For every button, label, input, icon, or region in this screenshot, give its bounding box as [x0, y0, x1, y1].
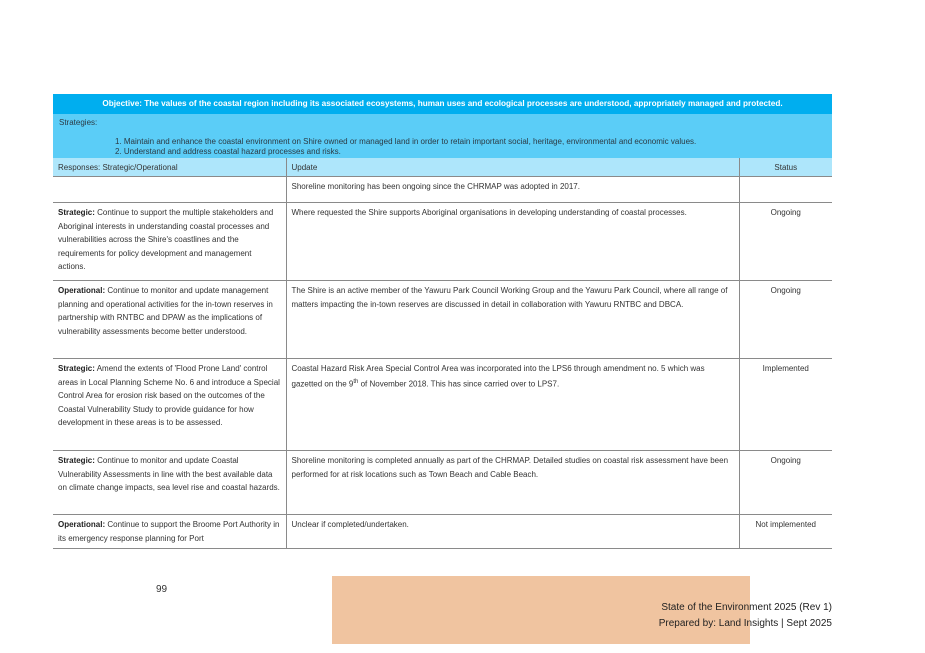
responses-table [53, 158, 832, 549]
response-type: Operational: [58, 520, 106, 529]
status-cell: Ongoing [739, 203, 832, 281]
response-type: Strategic: [58, 456, 95, 465]
strategies-block [53, 114, 832, 158]
response-type: Strategic: [58, 364, 95, 373]
response-cell [53, 177, 286, 203]
status-cell: Ongoing [739, 451, 832, 515]
update-cell: Shoreline monitoring has been ongoing since the CHRMAP was adopted in 2017. [286, 177, 739, 203]
response-cell [53, 451, 286, 515]
table-row [53, 359, 832, 451]
response-type: Strategic: [58, 208, 95, 217]
status-cell: Implemented [739, 359, 832, 451]
update-text: Coastal Hazard Risk Area Special Control Area was incorporated into the LPS6 through amendment no. 5 which was gazetted on the 9 [291, 364, 705, 389]
coastal-objective-table [53, 94, 832, 549]
strategy-item-1: 1. Maintain and enhance the coastal environment on Shire owned or managed land in order to retain important social, heritage, environmental and economic values. [115, 137, 697, 146]
footer-report-title: State of the Environment 2025 (Rev 1) [661, 602, 832, 613]
table-row [53, 451, 832, 515]
response-cell [53, 359, 286, 451]
footer [659, 600, 832, 632]
response-cell [53, 515, 286, 549]
update-cell: Where requested the Shire supports Aboriginal organisations in developing understanding of coastal processes. [286, 203, 739, 281]
status-cell: Ongoing [739, 281, 832, 359]
footer-prepared-by: Prepared by: Land Insights | Sept 2025 [658, 618, 832, 629]
response-text: Continue to support the Broome Port Authority in its emergency response planning for Port [58, 520, 280, 543]
update-cell: Shoreline monitoring is completed annually as part of the CHRMAP. Detailed studies on coastal risk assessment have been performed for at risk locations such as Town Beach and Cable Beach. [286, 451, 739, 515]
table-row [53, 515, 832, 549]
table-row [53, 281, 832, 359]
strategy-item-2: 2. Understand and address coastal hazard processes and risks. [115, 147, 341, 156]
response-text: Continue to support the multiple stakeholders and Aboriginal interests in understanding coastal processes and vulnerabilities across the Shire's coastlines and the requirements for policy development and management actions. [58, 208, 274, 272]
update-cell [286, 359, 739, 451]
update-cell: Unclear if completed/undertaken. [286, 515, 739, 549]
ordinal-suffix: th [353, 378, 359, 385]
table-header-row [53, 158, 832, 177]
response-text: Continue to monitor and update management planning and operational activities for the in-town reserves in partnership with RNTBC and DPAW as the implications of vulnerability assessments become better understood. [58, 286, 273, 336]
status-cell: Not implemented [739, 515, 832, 549]
table-row [53, 203, 832, 281]
column-header-update: Update [286, 158, 739, 177]
objective-banner: Objective: The values of the coastal region including its associated ecosystems, human uses and ecological processes are understood, appropriately managed and protected. [53, 94, 832, 114]
strategies-header: Strategies: [59, 118, 98, 127]
response-type: Operational: [58, 286, 106, 295]
table-row [53, 177, 832, 203]
update-text: of November 2018. This has since carried over to LPS7. [358, 379, 560, 389]
page-number: 99 [156, 584, 168, 595]
response-cell [53, 281, 286, 359]
status-cell [739, 177, 832, 203]
response-text: Continue to monitor and update Coastal Vulnerability Assessments in line with the best available data on climate change impacts, sea level rise and coastal hazards. [58, 456, 280, 493]
response-cell [53, 203, 286, 281]
column-header-status: Status [739, 158, 832, 177]
response-text: Amend the extents of 'Flood Prone Land' control areas in Local Planning Scheme No. 6 and introduce a Special Control Area for erosion risk based on the outcomes of the Coastal Vulnerability Study to provide guidance for how development in these areas is to be assessed. [58, 364, 280, 428]
update-cell: The Shire is an active member of the Yawuru Park Council Working Group and the Yawuru Park Council, where all range of matters impacting the in-town reserves are discussed in detail in collaboration with Yawuru RNTBC and DBCA. [286, 281, 739, 359]
column-header-responses: Responses: Strategic/Operational [53, 158, 286, 177]
